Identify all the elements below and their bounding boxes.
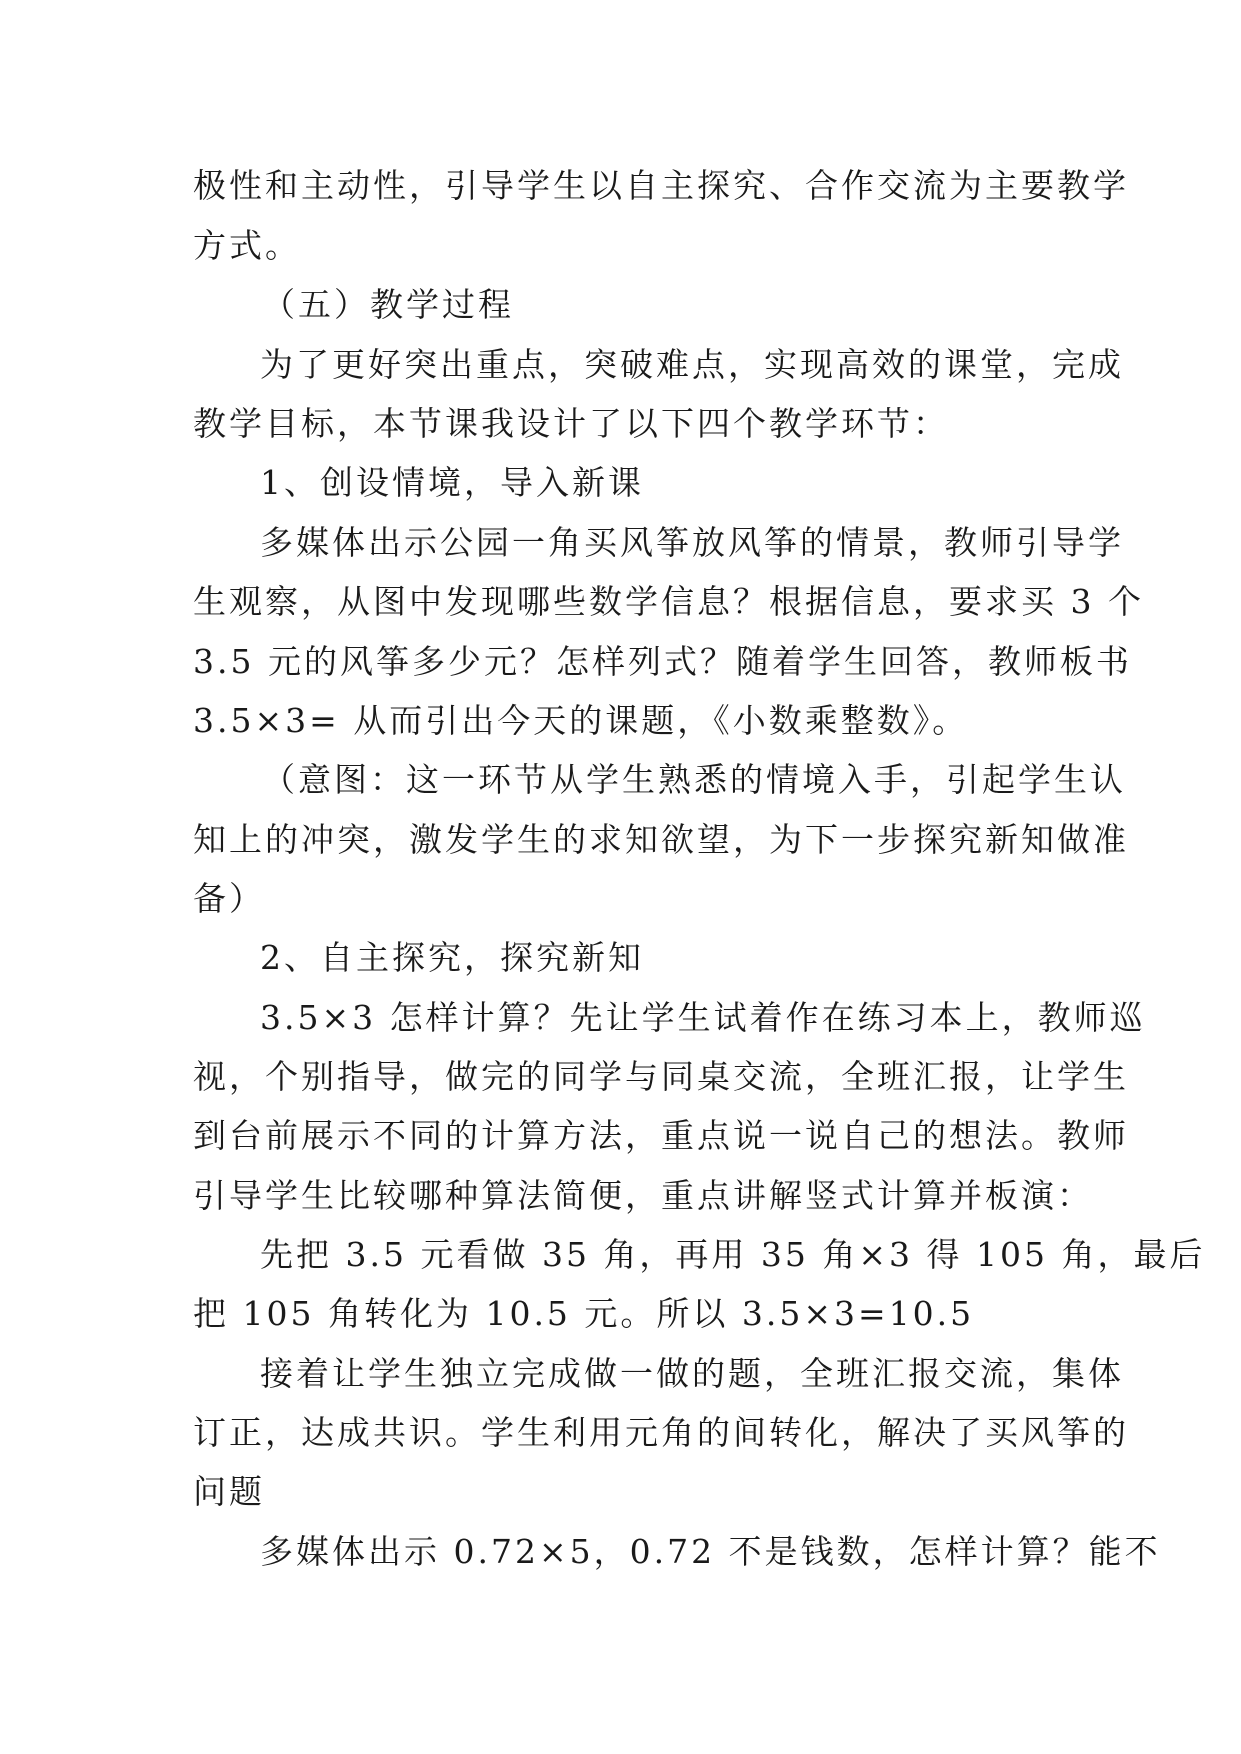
paragraph-line: 多媒体出示公园一角买风筝放风筝的情景，教师引导学 <box>260 523 1124 562</box>
paragraph-line: 订正，达成共识。学生利用元角的间转化，解决了买风筝的 <box>193 1413 1129 1452</box>
paragraph-line: 问题 <box>193 1472 265 1511</box>
subsection-heading: 1、创设情境，导入新课 <box>260 463 644 502</box>
paragraph-line: 生观察，从图中发现哪些数学信息？根据信息，要求买 3 个 <box>193 582 1144 621</box>
paragraph-line: 备） <box>193 879 265 918</box>
paragraph-line: 为了更好突出重点，突破难点，实现高效的课堂，完成 <box>260 345 1124 384</box>
paragraph-line: 3.5×3= 从而引出今天的课题，《小数乘整数》。 <box>193 701 969 740</box>
paragraph-line: 方式。 <box>193 226 301 265</box>
paragraph-line: 视，个别指导，做完的同学与同桌交流，全班汇报，让学生 <box>193 1057 1129 1096</box>
paragraph-line: 教学目标，本节课我设计了以下四个教学环节： <box>193 404 949 443</box>
paragraph-line: 知上的冲突，激发学生的求知欲望，为下一步探究新知做准 <box>193 820 1129 859</box>
paragraph-line: （意图：这一环节从学生熟悉的情境入手，引起学生认 <box>262 760 1126 799</box>
paragraph-line: 引导学生比较哪种算法简便，重点讲解竖式计算并板演： <box>193 1176 1093 1215</box>
paragraph-line: 3.5 元的风筝多少元？怎样列式？随着学生回答，教师板书 <box>193 642 1132 681</box>
subsection-heading: 2、自主探究，探究新知 <box>260 938 644 977</box>
paragraph-line: 3.5×3 怎样计算？先让学生试着作在练习本上，教师巡 <box>260 998 1146 1037</box>
section-heading: （五）教学过程 <box>262 285 514 324</box>
paragraph-line: 多媒体出示 0.72×5，0.72 不是钱数，怎样计算？能不 <box>260 1532 1161 1571</box>
paragraph-line: 先把 3.5 元看做 35 角，再用 35 角×3 得 105 角，最后 <box>260 1235 1206 1274</box>
paragraph-line: 把 105 角转化为 10.5 元。所以 3.5×3=10.5 <box>193 1294 975 1333</box>
paragraph-line: 到台前展示不同的计算方法，重点说一说自己的想法。教师 <box>193 1116 1129 1155</box>
paragraph-line: 极性和主动性，引导学生以自主探究、合作交流为主要教学 <box>193 166 1129 205</box>
paragraph-line: 接着让学生独立完成做一做的题，全班汇报交流，集体 <box>260 1354 1124 1393</box>
